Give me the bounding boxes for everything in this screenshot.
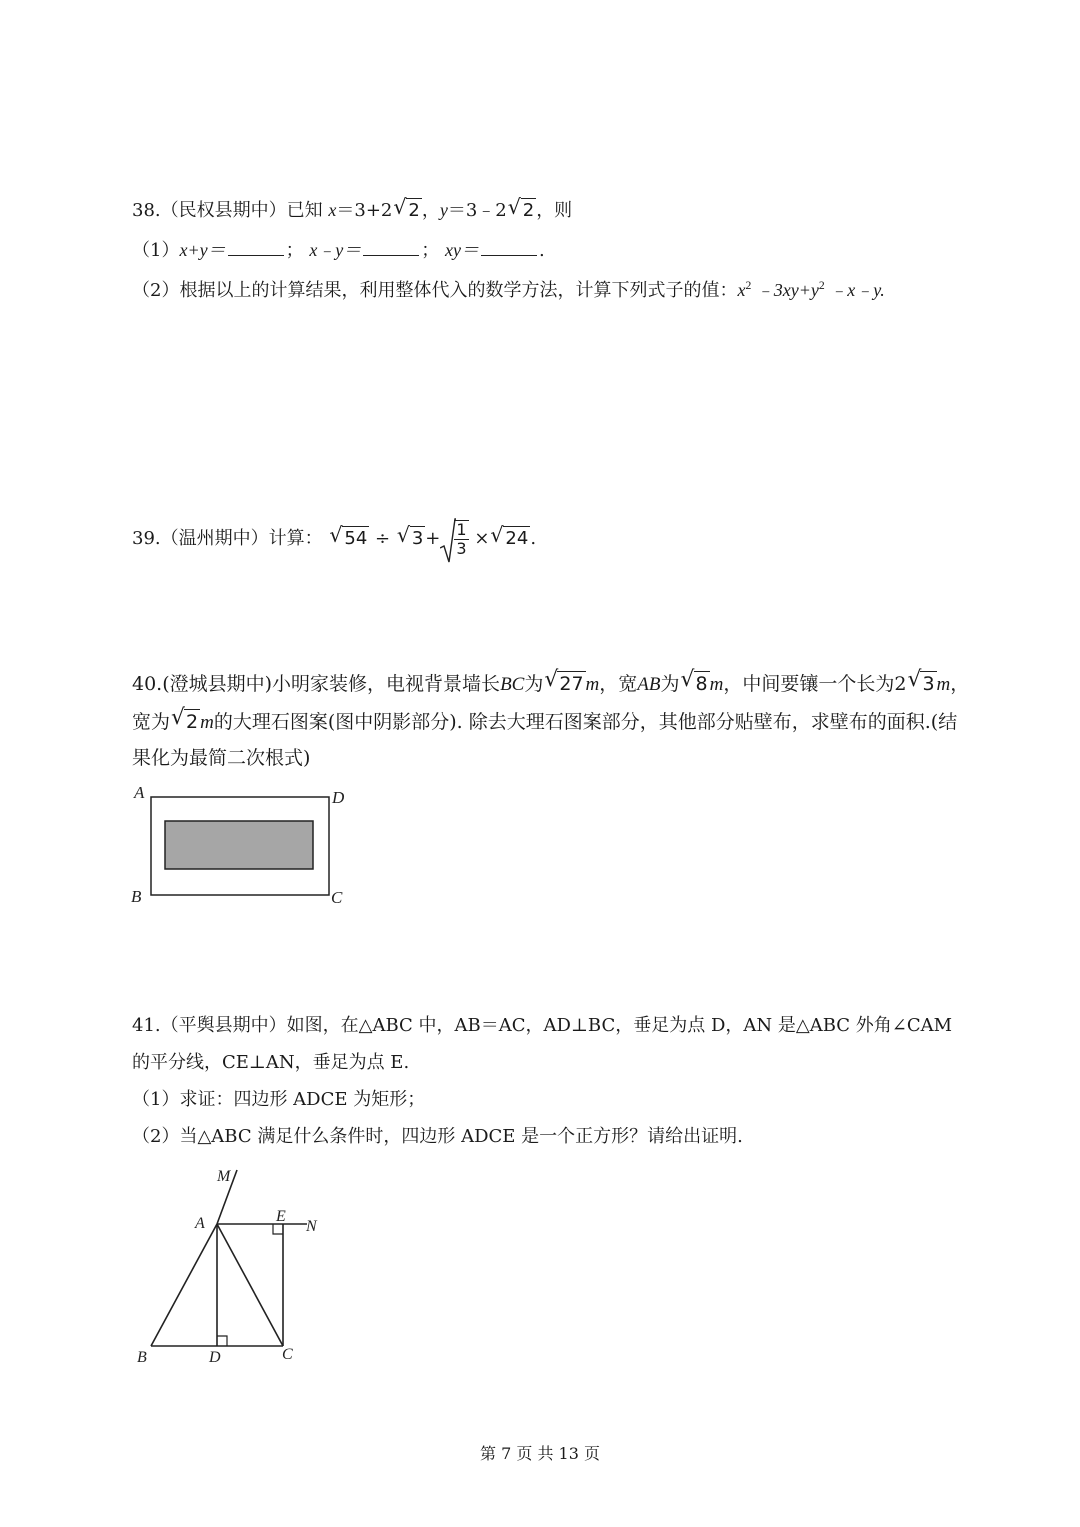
q38-part2 — [132, 274, 885, 303]
q40-text: 果化为最简二次根式) — [132, 747, 311, 769]
unit-m: m — [709, 674, 724, 695]
sqrt-2-x: √ 2 — [393, 195, 420, 221]
label-A: A — [134, 783, 145, 802]
label-N: N — [306, 1218, 317, 1235]
label-D: D — [209, 1349, 221, 1366]
right-angle-E — [273, 1224, 283, 1234]
q38-p1-b: x﹣y＝ — [309, 240, 362, 260]
q40-text: ， — [950, 673, 970, 695]
q38-part1 — [132, 237, 545, 263]
q40-text: 为 — [524, 673, 544, 695]
right-angle-D — [217, 1336, 227, 1346]
q38-stem-suffix: ，则 — [536, 200, 573, 221]
label-C: C — [331, 888, 343, 907]
q38-p2-text: 根据以上的计算结果，利用整体代入的数学方法，计算下列式子的值： — [179, 280, 738, 301]
unit-m: m — [585, 674, 600, 695]
unit-m: m — [936, 674, 951, 695]
question-source: （民权县期中） — [160, 200, 287, 221]
label-C: C — [282, 1346, 293, 1363]
sqrt-2: √ 2 — [171, 705, 199, 733]
label-E: E — [276, 1208, 286, 1225]
label-B: B — [131, 887, 142, 906]
q38-x-eq: ＝3+2 — [336, 200, 393, 221]
q41-text: （1）求证：四边形 ADCE 为矩形； — [132, 1089, 426, 1110]
answer-blank[interactable] — [363, 237, 419, 256]
q39-stem-text: 计算： — [268, 528, 323, 549]
q40-ab: AB — [637, 674, 661, 695]
q38-expression: $x^2$ $﹣3xy+y^2$ ﹣x﹣y. — [737, 279, 885, 300]
part-label: （1） — [132, 240, 180, 261]
side-AB — [151, 1224, 217, 1346]
question-number: 40. — [132, 673, 163, 695]
unit-m: m — [200, 712, 214, 733]
question-source: （温州期中） — [160, 528, 269, 549]
sqrt-3: √ 3 — [907, 667, 935, 695]
q40-text: 的大理石图案(图中阴影部分). 除去大理石图案部分，其他部分贴壁布，求壁布的面积.(结 — [213, 711, 958, 733]
q41-text: （2）当△ABC 满足什么条件时，四边形 ADCE 是一个正方形？请给出证明. — [132, 1126, 743, 1147]
sqrt-one-third: $\frac{1}{3}$ — [440, 520, 468, 558]
question-number: 38. — [132, 200, 161, 221]
q38-y-eq: ＝3﹣2 — [447, 200, 507, 221]
part-label: （2） — [132, 280, 180, 301]
label-A: A — [195, 1215, 205, 1232]
plus-sign: + — [425, 528, 441, 549]
q38-y-var: y — [439, 200, 448, 220]
q38-stem-prefix: 已知 — [286, 200, 323, 221]
q40-text: 为 — [660, 673, 680, 695]
q38-stem — [132, 195, 573, 223]
question-number: 39. — [132, 528, 161, 549]
divide-sign: ÷ — [375, 528, 391, 549]
marble-pattern — [165, 821, 313, 869]
q40-line2 — [132, 705, 958, 735]
label-D: D — [332, 788, 345, 807]
answer-blank[interactable] — [481, 237, 537, 256]
sqrt-24: √ 24 — [490, 523, 529, 549]
q40-bc: BC — [500, 674, 525, 695]
q40-text: 宽为 — [132, 711, 171, 733]
q41-part1 — [132, 1088, 425, 1112]
q41-line1 — [132, 1014, 952, 1038]
q41-line2 — [132, 1051, 409, 1075]
sqrt-54: √ 54 — [329, 523, 368, 549]
q38-x-var: x — [328, 200, 337, 220]
page-footer: 第 7 页 共 13 页 — [480, 1444, 600, 1463]
q40-wall-figure — [125, 780, 365, 910]
q41-text: 的平分线，CE⊥AN，垂足为点 E. — [132, 1052, 410, 1073]
sqrt-8: √ 8 — [680, 667, 708, 695]
period: . — [530, 528, 537, 549]
q41-text: 如图，在△ABC 中，AB＝AC，AD⊥BC，垂足为点 D，AN 是△ABC 外角∠CAM — [286, 1015, 953, 1036]
sqrt-2-y: √ 2 — [507, 195, 535, 221]
period: . — [539, 240, 545, 261]
question-number: 41. — [132, 1015, 161, 1036]
q38-p1-c: xy＝ — [445, 240, 480, 260]
side-AC — [217, 1224, 283, 1346]
q40-line3 — [132, 746, 310, 770]
question-source: （平舆县期中） — [160, 1015, 287, 1036]
q41-geometry-figure — [125, 1160, 345, 1370]
q40-line1 — [132, 667, 970, 697]
question-source: (澄城县期中) — [162, 673, 273, 695]
q40-text: ，中间要镶一个长为2 — [723, 673, 907, 695]
q40-text: 小明家装修，电视背景墙长 — [272, 673, 501, 695]
separator: ； — [421, 240, 440, 261]
sqrt-3: √ 3 — [396, 523, 424, 549]
q38-sep: ， — [421, 200, 440, 221]
q39-stem — [132, 520, 536, 558]
answer-blank[interactable] — [228, 237, 284, 256]
label-M: M — [217, 1168, 231, 1185]
times-sign: × — [474, 528, 490, 549]
separator: ； — [285, 240, 304, 261]
q40-text: ，宽 — [599, 673, 638, 695]
sqrt-27: √ 27 — [544, 667, 584, 695]
q38-p1-a: x+y＝ — [179, 240, 226, 260]
q41-part2 — [132, 1125, 743, 1149]
label-B: B — [137, 1349, 147, 1366]
